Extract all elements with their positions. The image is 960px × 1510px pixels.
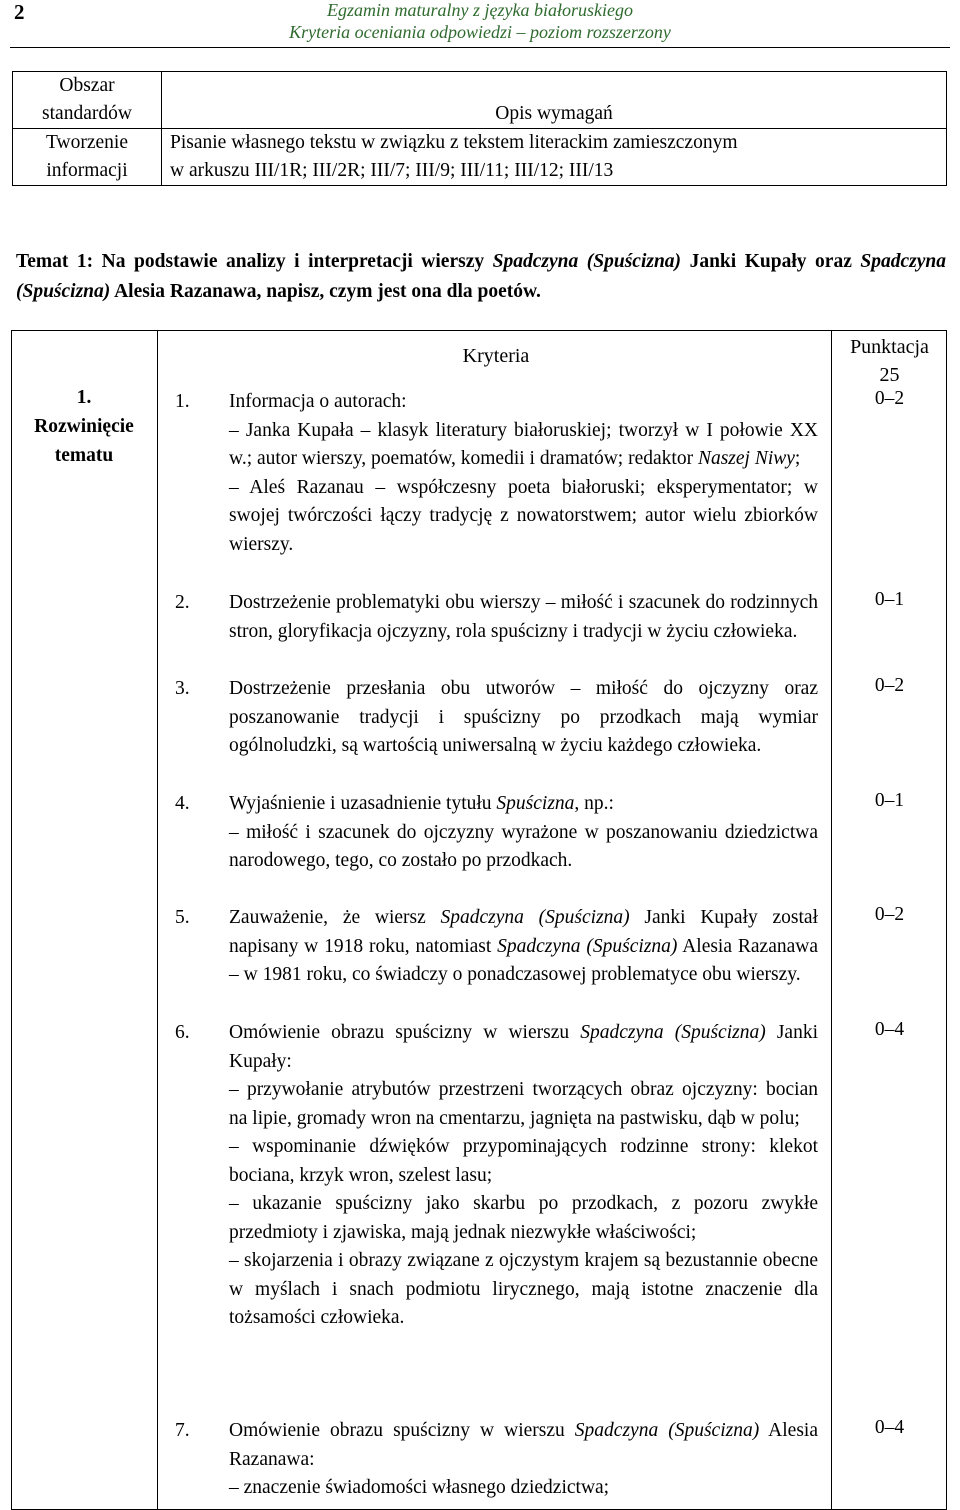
header-subtitle: Kryteria oceniania odpowiedzi – poziom rozszerzony [289,22,671,42]
requirements-line-1: Pisanie własnego tekstu w związku z tekstem literackim zamieszczonym [170,132,738,153]
standards-row [13,129,947,186]
criterion-points-1: 0–2 [874,388,905,409]
heading-italic: Spadczyna (Spuścizna) [580,1022,766,1043]
heading-italic: Spuścizna [496,793,575,814]
criterion-points-6: 0–4 [874,1019,905,1040]
criterion-subpoint: – ukazanie spuścizny jako skarbu po przodkach, z pozoru zwykłe przedmioty i zjawiska, mają jednak niezwykłe właściwości; [229,1193,818,1243]
heading-text-end: Alesia Razanawa: [229,1420,818,1470]
page-number: 2 [14,0,25,24]
head-area-cell [13,72,162,129]
text-part: Alesia Razanawa – w 1981 roku, co świadczy o ponadczasowej problematyce obu wierszy. [229,935,818,985]
criterion-number: 1. [175,391,190,412]
criterion-text: Dostrzeżenie przesłania obu utworów – miłość do ojczyzny oraz poszanowanie tradycji i spuścizny po przodkach mają wymiar ogólnoludzki, są wartością uniwersalną w życiu każdego człowieka. [229,678,818,756]
topic-suffix: Alesia Razanawa, napisz, czym jest ona dla poetów. [110,281,541,302]
requirements-cell [162,129,947,186]
text-part: Janki Kupały został napisany w 1918 roku, natomiast [229,907,818,957]
criterion-subpoint: – znaczenie świadomości własnego dziedzictwa; [229,1477,610,1498]
criterion-text: Dostrzeżenie problematyki obu wierszy – miłość i szacunek do rodzinnych stron, gloryfikacja ojczyzny, rola spuścizny i tradycji w życiu człowieka. [229,592,818,642]
criterion-points-5: 0–2 [874,904,905,925]
criterion-points-3: 0–2 [874,675,905,696]
topic-statement [16,247,946,307]
points-header [832,333,947,389]
criterion-number: 2. [175,592,190,613]
criterion-heading [229,790,818,819]
criterion-item-3 [175,675,818,761]
topic-prefix: Temat 1: Na podstawie analizy i interpretacji wierszy [16,251,493,272]
standards-head-row [13,72,947,129]
criterion-subpoint: – wspominanie dźwięków przypominających rodzinne strony: klekot bociana, krzyk wron, szelest lasu; [229,1136,818,1186]
criterion-item-5 [175,904,818,990]
criterion-number: 5. [175,907,190,928]
criteria-divider-left [157,330,158,1510]
header-exam-title: Egzamin maturalny z języka białoruskiego [327,0,633,20]
criterion-number: 4. [175,793,190,814]
criterion-points-4: 0–1 [874,790,905,811]
criterion-subpoint: – Aleś Razanau – współczesny poeta białoruski; eksperymentator; w swojej twórczości łączy tradycję z nowatorstwem; autor wielu zbiorków wierszy. [229,476,818,555]
heading-text-end: , np.: [574,793,614,814]
subpoint-italic: Naszej Niwy [697,448,795,469]
header-rule [10,47,950,48]
criterion-number: 6. [175,1022,190,1043]
criterion-subpoint: – skojarzenia i obrazy związane z ojczystym krajem są bezustannie obecne w myślach i snach podmiotu lirycznego, mają istotne znaczenie dla tożsamości człowieka. [229,1250,818,1328]
topic-title-2: Spadczyna (Spuścizna) [16,251,946,302]
criterion-item-2 [175,589,818,646]
topic-mid: Janki Kupały oraz [681,251,861,272]
criterion-item-7 [175,1417,818,1503]
subpoint-text-end: ; [794,448,801,469]
criterion-points-7: 0–4 [874,1417,905,1438]
text-italic: Spadczyna (Spuścizna) [497,935,678,957]
section-label [12,383,156,470]
standards-table [12,71,947,186]
heading-text: Omówienie obrazu spuścizny w wierszu [229,1420,575,1441]
criterion-subpoint: – miłość i szacunek do ojczyzny wyrażone w poszanowaniu dziedzictwa narodowego, tego, co zostało po przodkach. [229,821,818,871]
section-number: 1. [76,387,92,408]
head-area-label: Obszar standardów [42,75,132,124]
points-header-label: Punktacja [850,336,929,358]
requirements-line-2: w arkuszu III/1R; III/2R; III/7; III/9; III/11; III/12; III/13 [170,160,614,181]
criterion-number: 3. [175,678,190,699]
area-value: Tworzenie informacji [45,132,128,181]
criterion-item-4 [175,790,818,876]
criteria-header: Kryteria [462,345,530,367]
heading-text-end: Janki Kupały: [229,1022,818,1072]
head-requirements-label: Opis wymagań [495,103,613,124]
criterion-heading: Informacja o autorach: [229,391,407,412]
criterion-heading [229,1019,818,1076]
criterion-subpoint [229,417,818,474]
criterion-text [229,904,818,990]
topic-title-1: Spadczyna (Spuścizna) [492,251,682,272]
text-part: Zauważenie, że wiersz [229,907,441,928]
criterion-heading [229,1417,818,1474]
area-cell [13,129,162,186]
section-name-2: tematu [54,445,114,466]
heading-text: Omówienie obrazu spuścizny w wierszu [229,1022,581,1043]
heading-text: Wyjaśnienie i uzasadnienie tytułu [229,793,497,814]
criterion-number: 7. [175,1420,190,1441]
head-requirements-cell [162,72,947,129]
section-name-1: Rozwinięcie [34,416,134,437]
subpoint-text: – Janka Kupała – klasyk literatury białoruskiej; tworzył w I połowie XX w.; autor wierszy, poematów, komedii i dramatów; redaktor [229,419,818,469]
criterion-subpoint: – przywołanie atrybutów przestrzeni tworzących obraz ojczyzny: bocian na lipie, gromady wron na cmentarzu, jagnięta na pastwisku, dąb w polu; [229,1079,818,1129]
criterion-item-6 [175,1019,818,1333]
text-italic: Spadczyna (Spuścizna) [440,907,630,928]
points-total: 25 [879,364,900,386]
heading-italic: Spadczyna (Spuścizna) [574,1420,760,1441]
criterion-points-2: 0–1 [874,589,905,610]
criterion-item-1 [175,388,818,559]
